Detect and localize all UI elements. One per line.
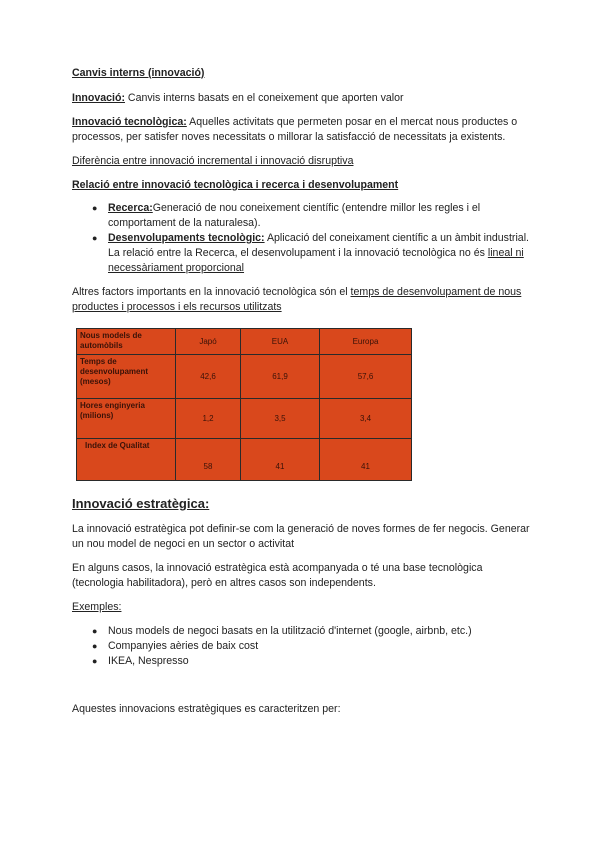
list-item: ● Companyies aèries de baix cost	[108, 639, 532, 654]
table-header-cell: EUA	[241, 329, 320, 355]
altres-factors	[72, 285, 532, 315]
recerca-term: Recerca:	[108, 202, 153, 214]
page-title: Canvis interns (innovació)	[72, 67, 205, 79]
relacio-note-underlined: lineal ni necessàriament proporcional	[108, 247, 524, 274]
relacio-heading: Relació entre innovació tecnològica i recerca i desenvolupament	[72, 179, 399, 191]
table-row-label: Temps de desenvolupament (mesos)	[77, 355, 176, 399]
diferencia-link[interactable]: Diferència entre innovació incremental i innovació disruptiva	[72, 155, 354, 167]
table-cell: 41	[241, 439, 320, 481]
table-header-cell: Nous models de automòbils	[77, 329, 176, 355]
recerca-text: Generació de nou coneixement científic (entendre millor les regles i el comportament de la naturalesa).	[108, 202, 481, 229]
table-row-label: Index de Qualitat	[77, 439, 176, 481]
desenvolupament-text: Aplicació del coneixament científic a un àmbit industrial.	[264, 232, 529, 244]
table-header-cell: Europa	[320, 329, 412, 355]
exemples-label: Exemples:	[72, 601, 122, 613]
table-header-row	[77, 329, 412, 355]
table-cell: 3,5	[241, 399, 320, 439]
automobils-table	[76, 328, 412, 481]
list-item-recerca	[108, 201, 532, 231]
relacio-list	[72, 201, 532, 276]
table-cell: 3,4	[320, 399, 412, 439]
relacio-note: La relació entre la Recerca, el desenvolupament i la innovació tecnològica no és	[108, 247, 488, 259]
list-item: ● Nous models de negoci basats en la utilització d'internet (google, airbnb, etc.)	[108, 624, 532, 639]
table-header-cell: Japó	[176, 329, 241, 355]
table-row-label: Hores enginyeria (milions)	[77, 399, 176, 439]
closing-paragraph: Aquestes innovacions estratègiques es caracteritzen per:	[72, 703, 341, 715]
list-item: ● IKEA, Nespresso	[108, 654, 532, 669]
estrategica-paragraph-2: En alguns casos, la innovació estratègica està acompanyada o té una base tecnològica (tecnologia habilitadora), però en altres casos son independents.	[72, 562, 483, 589]
table-row	[77, 439, 412, 481]
innovacio-term: Innovació:	[72, 92, 125, 104]
altres-underlined: temps de desenvolupament de nous productes i processos i els recursos utilitzats	[72, 286, 522, 313]
exemples-list	[72, 624, 532, 669]
table-row	[77, 355, 412, 399]
desenvolupament-term: Desenvolupaments tecnològic:	[108, 232, 265, 244]
estrategica-paragraph-1: La innovació estratègica pot definir-se com la generació de noves formes de fer negocis. Generar un nou model de negoci en un sector o activitat	[72, 523, 530, 550]
table-cell: 58	[176, 439, 241, 481]
table-cell: 41	[320, 439, 412, 481]
innovacio-text: Canvis interns basats en el coneixement que aporten valor	[124, 92, 404, 104]
estrategica-heading: Innovació estratègica:	[72, 496, 210, 511]
table-cell: 1,2	[176, 399, 241, 439]
table-row	[77, 399, 412, 439]
table-cell: 61,9	[241, 355, 320, 399]
innovacio-definition	[72, 91, 532, 106]
altres-text: Altres factors importants en la innovació tecnològica són el	[72, 286, 351, 298]
document-page	[72, 66, 532, 717]
list-item-desenvolupament	[108, 231, 532, 276]
innovacio-tec-definition	[72, 115, 532, 145]
table-cell: 42,6	[176, 355, 241, 399]
innovacio-tec-term: Innovació tecnològica:	[72, 116, 187, 128]
table-cell: 57,6	[320, 355, 412, 399]
innovacio-tec-text: Aquelles activitats que permeten posar en el mercat nous productes o processos, per satisfer noves necessitats o millorar la satisfacció de necessitats ja existents.	[72, 116, 518, 143]
